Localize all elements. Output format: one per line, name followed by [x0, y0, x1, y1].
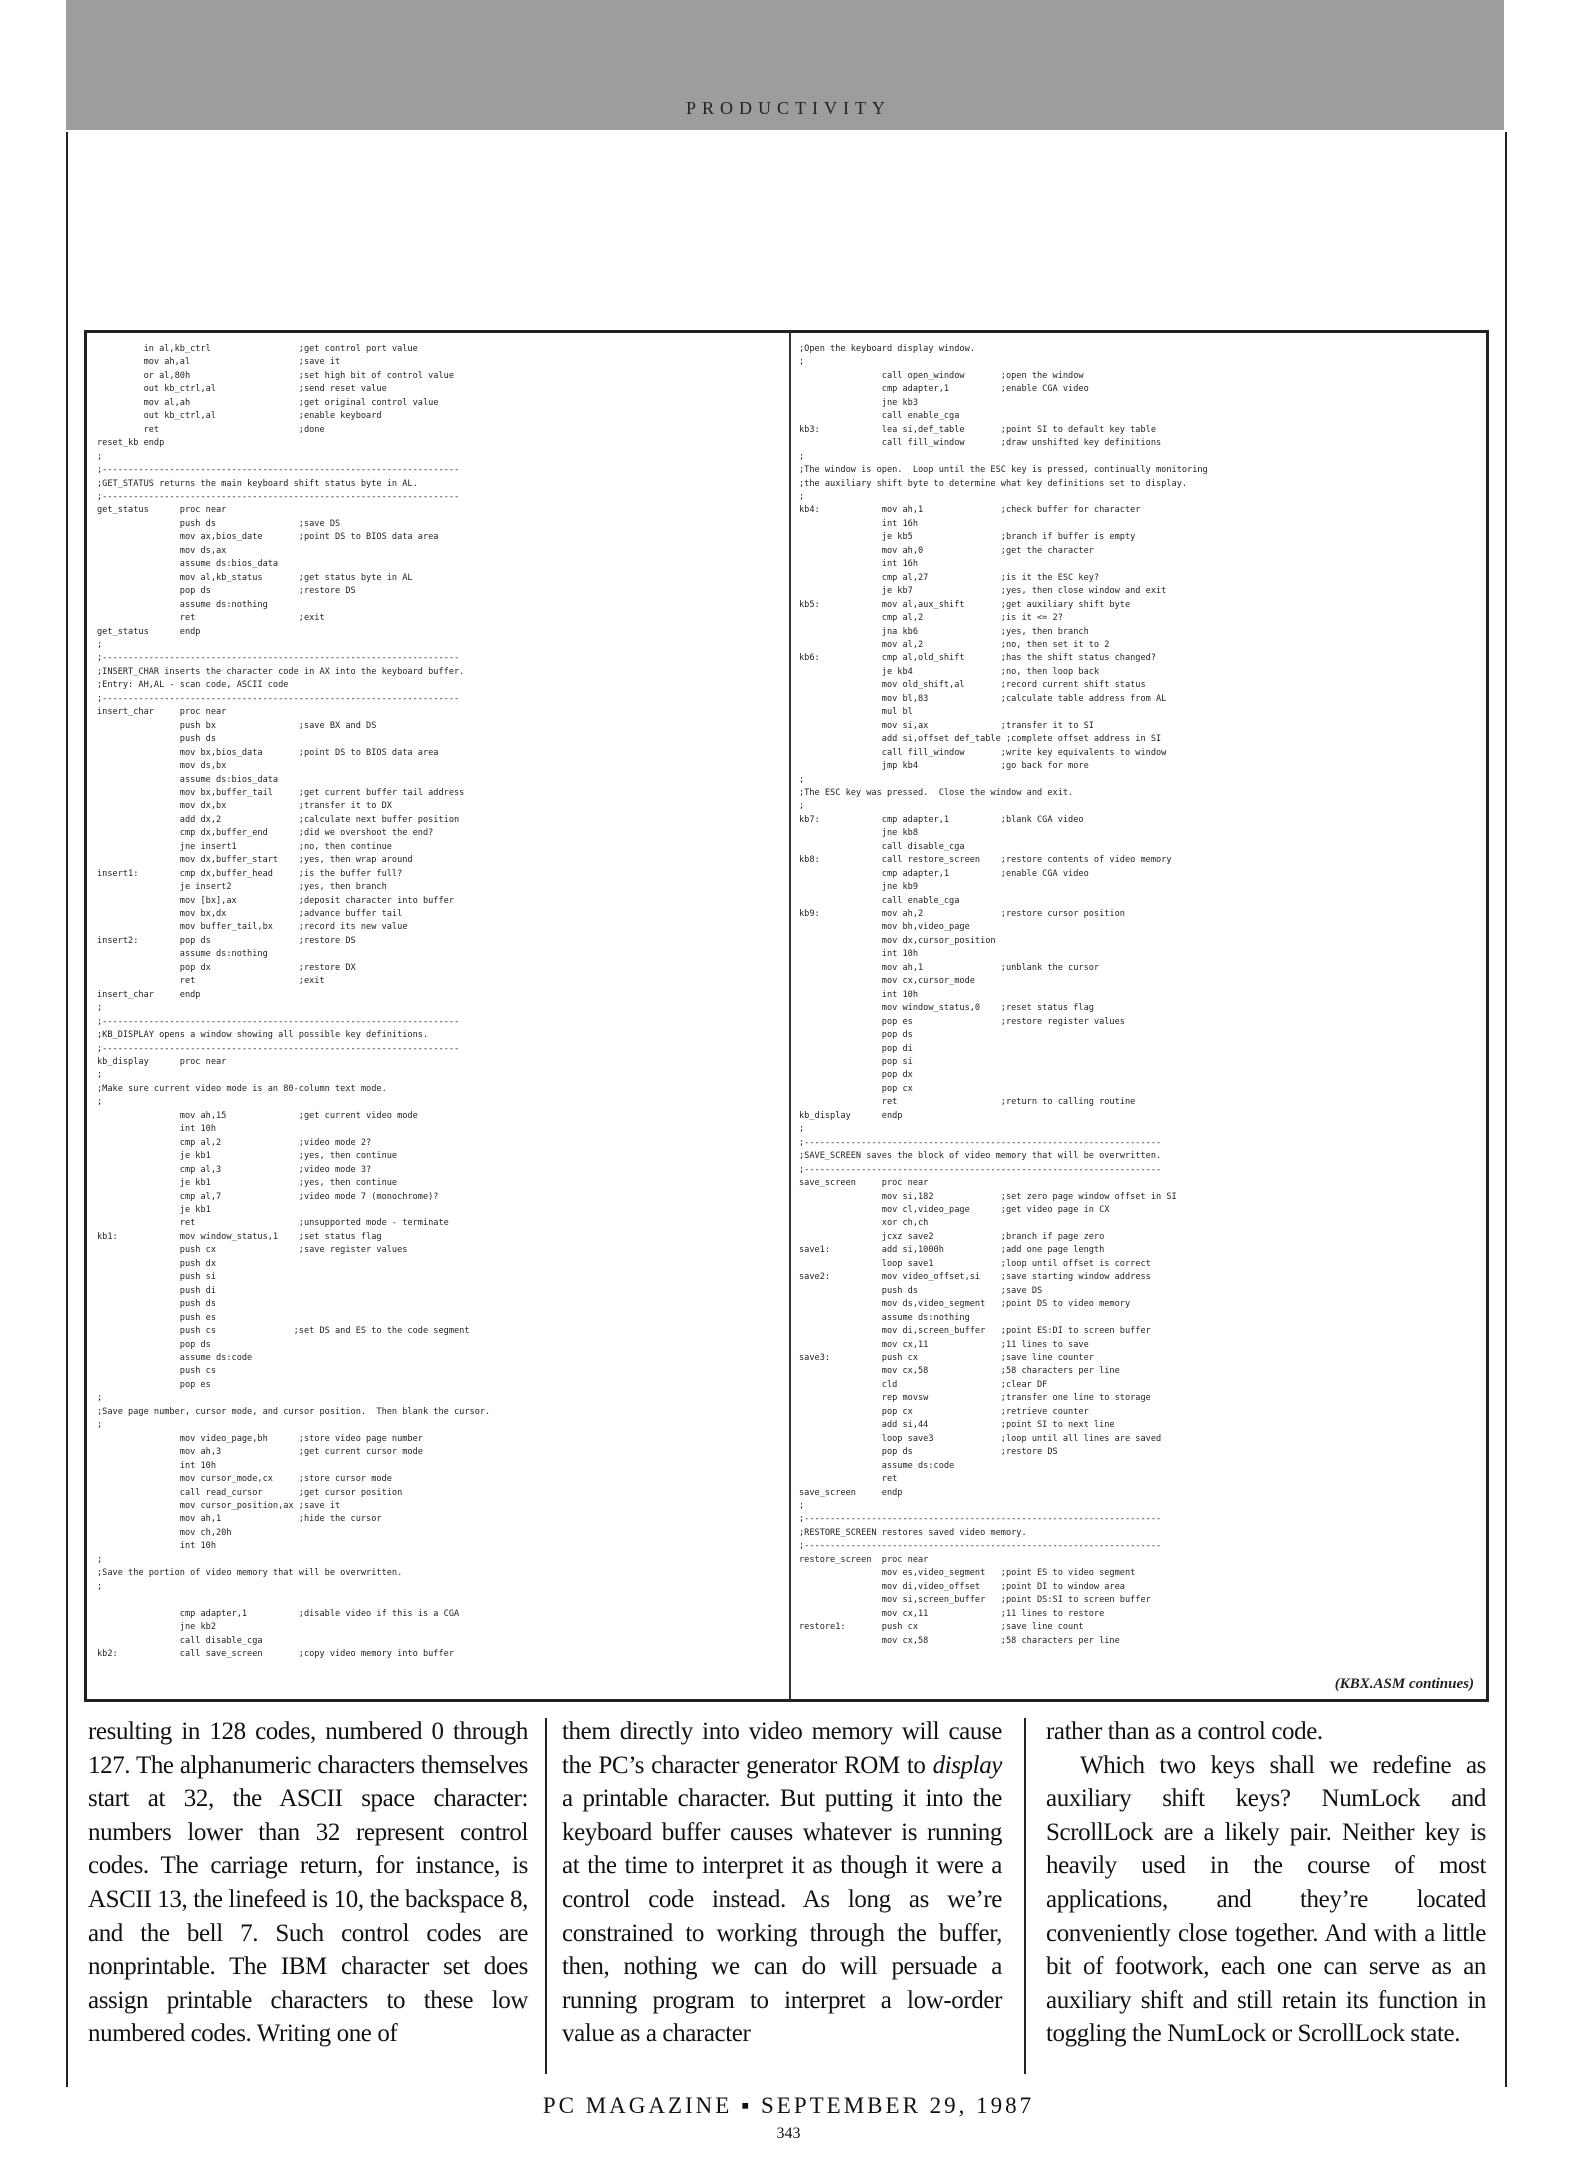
article-paragraph: resulting in 128 codes, numbered 0 through 127. The alphanumeric characters themselves start at 32, the ASCII space character: numbers lower than 32 represent control codes. The carriage return, for instance, is ASCII 13, the linefeed is 10, the backspace 8, and the bell 7. Such control codes are nonprintable. The IBM character set does assign printable characters to these low numbered codes. Writing one of [88, 1718, 528, 2048]
section-label: PRODUCTIVITY [686, 98, 891, 118]
article-text: a printable character. But putting it into the keyboard buffer causes whatever is running at the time to interpret it as though it were a control code instead. As long as we’re constrained to working through the buffer, then, nothing we can do will persuade a running program to interpret a low-order value as a character [562, 1785, 1002, 2048]
article-text: them directly into video memory will cause the PC’s character generator ROM to [562, 1718, 1002, 1779]
code-listing-box [84, 330, 1489, 1702]
code-listing-left: in al,kb_ctrl ;get control port value mov ah,al ;save it or al,80h ;set high bit of control value out kb_ctrl,al ;send reset value mov al,ah ;get original control value out kb_ctrl,al ;enable keyboard ret ;done reset_kb endp ; ;--------------------------------------------------------------------- ;GET_STATUS returns the main keyboard shift status byte in AL. ;--------------------------------------------------------------------- get_status proc near push ds ;save DS mov ax,bios_date ;point DS to BIOS data area mov ds,ax assume ds:bios_data mov al,kb_status ;get status byte in AL pop ds ;restore DS assume ds:nothing ret ;exit get_status endp ; ;--------------------------------------------------------------------- ;INSERT_CHAR inserts the character code in AX into the keyboard buffer. ;Entry: AH,AL - scan code, ASCII code ;--------------------------------------------------------------------- insert_char proc near push bx ;save BX and DS push ds mov bx,bios_data ;point DS to BIOS data area mov ds,bx assume ds:bios_data mov bx,buffer_tail ;get current buffer tail address mov dx,bx ;transfer it to DX add dx,2 ;calculate next buffer position cmp dx,buffer_end ;did we overshoot the end? jne insert1 ;no, then continue mov dx,buffer_start ;yes, then wrap around insert1: cmp dx,buffer_head ;is the buffer full? je insert2 ;yes, then branch mov [bx],ax ;deposit character into buffer mov bx,dx ;advance buffer tail mov buffer_tail,bx ;record its new value insert2: pop ds ;restore DS assume ds:nothing pop dx ;restore DX ret ;exit insert_char endp ; ;--------------------------------------------------------------------- ;KB_DISPLAY opens a window showing all possible key definitions. ;--------------------------------------------------------------------- kb_display proc near ; ;Make sure current video mode is an 80-column text mode. ; mov ah,15 ;get current video mode int 10h cmp al,2 ;video mode 2? je kb1 ;yes, then continue cmp al,3 ;video mode 3? je kb1 ;yes, then continue cmp al,7 ;video mode 7 (monochrome)? je kb1 ret ;unsupported mode - terminate kb1: mov window_status,1 ;set status flag push cx ;save register values push dx push si push di push ds push es push cs ;set DS and ES to the code segment pop ds assume ds:code push cs pop es ; ;Save page number, cursor mode, and cursor position. Then blank the cursor. ; mov video_page,bh ;store video page number mov ah,3 ;get current cursor mode int 10h mov cursor_mode,cx ;store cursor mode call read_cursor ;get cursor position mov cursor_position,ax ;save it mov ah,1 ;hide the cursor mov ch,20h int 10h ; ;Save the portion of video memory that will be overwritten. ; cmp adapter,1 ;disable video if this is a CGA jne kb2 call disable_cga kb2: call save_screen ;copy video memory into buffer [97, 344, 491, 1659]
column-rule-1 [545, 1718, 547, 2074]
article-column-1 [88, 1715, 528, 2051]
footer-magazine-title: PC MAGAZINE ▪ SEPTEMBER 29, 1987 [542, 2093, 1035, 2118]
listing-continues-label: (KBX.ASM continues) [1334, 1676, 1474, 1692]
listing-column-divider [789, 333, 791, 1699]
article-emphasis: display [932, 1751, 1002, 1779]
article-paragraph: Which two keys shall we redefine as auxiliary shift keys? NumLock and ScrollLock are a likely pair. Neither key is heavily used in the course of most applications, and they’re located conveniently close together. And with a little bit of footwork, each one can serve as an auxiliary shift and still retain its function in toggling the NumLock or ScrollLock state. [1046, 1751, 1486, 2048]
article-column-3 [1046, 1715, 1486, 2051]
article-paragraph: rather than as a control code. [1046, 1718, 1323, 1745]
footer-page-number: 343 [776, 2125, 801, 2142]
article-column-2 [562, 1715, 1002, 2051]
column-rule-2 [1024, 1718, 1026, 2074]
code-listing-right: ;Open the keyboard display window. ; call open_window ;open the window cmp adapter,1 ;enable CGA video jne kb3 call enable_cga kb3: lea si,def_table ;point SI to default key table call fill_window ;draw unshifted key definitions ; ;The window is open. Loop until the ESC key is pressed, continually monitoring ;the auxiliary shift byte to determine what key definitions set to display. ; kb4: mov ah,1 ;check buffer for character int 16h je kb5 ;branch if buffer is empty mov ah,0 ;get the character int 16h cmp al,27 ;is it the ESC key? je kb7 ;yes, then close window and exit kb5: mov al,aux_shift ;get auxiliary shift byte cmp al,2 ;is it <= 2? jna kb6 ;yes, then branch mov al,2 ;no, then set it to 2 kb6: cmp al,old_shift ;has the shift status changed? je kb4 ;no, then loop back mov old_shift,al ;record current shift status mov bl,83 ;calculate table address from AL mul bl mov si,ax ;transfer it to SI add si,offset def_table ;complete offset address in SI call fill_window ;write key equivalents to window jmp kb4 ;go back for more ; ;The ESC key was pressed. Close the window and exit. ; kb7: cmp adapter,1 ;blank CGA video jne kb8 call disable_cga kb8: call restore_screen ;restore contents of video memory cmp adapter,1 ;enable CGA video jne kb9 call enable_cga kb9: mov ah,2 ;restore cursor position mov bh,video_page mov dx,cursor_position int 10h mov ah,1 ;unblank the cursor mov cx,cursor_mode int 10h mov window_status,0 ;reset status flag pop es ;restore register values pop ds pop di pop si pop dx pop cx ret ;return to calling routine kb_display endp ; ;--------------------------------------------------------------------- ;SAVE_SCREEN saves the block of video memory that will be overwritten. ;--------------------------------------------------------------------- save_screen proc near mov si,182 ;set zero page window offset in SI mov cl,video_page ;get video page in CX xor ch,ch jcxz save2 ;branch if page zero save1: add si,1000h ;add one page length loop save1 ;loop until offset is correct save2: mov video_offset,si ;save starting window address push ds ;save DS mov ds,video_segment ;point DS to video memory assume ds:nothing mov di,screen_buffer ;point ES:DI to screen buffer mov cx,11 ;11 lines to save save3: push cx ;save line counter mov cx,58 ;58 characters per line cld ;clear DF rep movsw ;transfer one line to storage pop cx ;retrieve counter add si,44 ;point SI to next line loop save3 ;loop until all lines are saved pop ds ;restore DS assume ds:code ret save_screen endp ; ;--------------------------------------------------------------------- ;RESTORE_SCREEN restores saved video memory. ;--------------------------------------------------------------------- restore_screen proc near mov es,video_segment ;point ES to video segment mov di,video_offset ;point DI to window area mov si,screen_buffer ;point DS:SI to screen buffer mov cx,11 ;11 lines to restore restore1: push cx ;save line count mov cx,58 ;58 characters per line [799, 344, 1208, 1646]
article-paragraph [562, 1715, 1002, 2051]
